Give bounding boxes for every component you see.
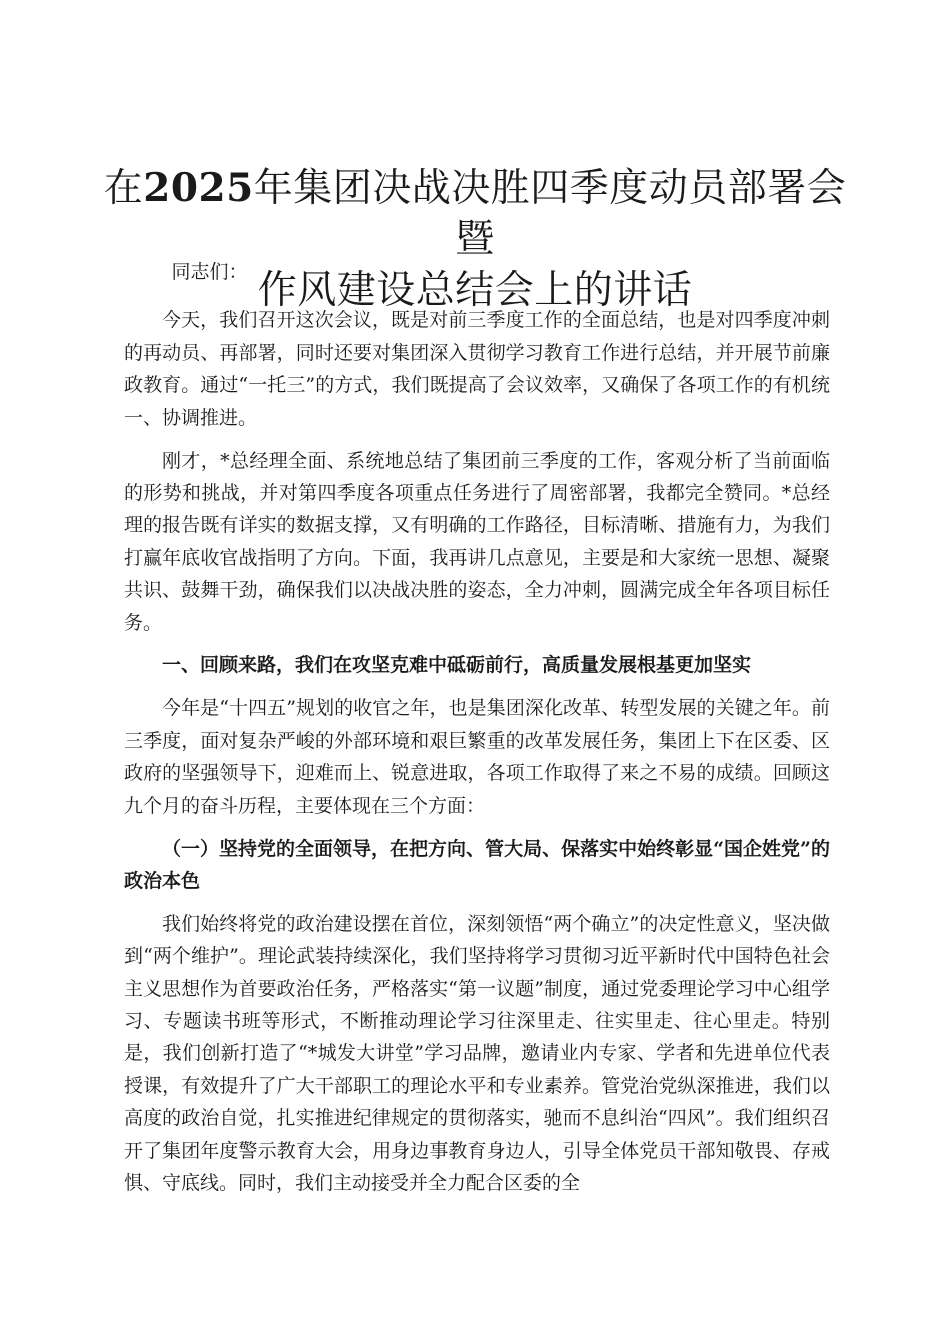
- title-year: 2025: [143, 165, 254, 211]
- title-prefix: 在: [103, 166, 144, 211]
- subsection-heading-1: （一）坚持党的全面领导，在把方向、管大局、保落实中始终彰显“国企姓党”的政治本色: [124, 837, 830, 892]
- paragraph-opening: 今天，我们召开这次会议，既是对前三季度工作的全面总结，也是对四季度冲刺的再动员、再部署，同时还要对集团深入贯彻学习教育工作进行总结，并开展节前廉政教育。通过“一托三”的方式，我们既提高了会议效率，又确保了各项工作的有机统一、协调推进。: [124, 309, 830, 429]
- salutation: 同志们：: [171, 261, 248, 283]
- title-line1-rest: 年集团决战决胜四季度动员部署会暨: [253, 166, 847, 262]
- paragraph-review: 今年是“十四五”规划的收官之年，也是集团深化改革、转型发展的关键之年。前三季度，面对复杂严峻的外部环境和艰巨繁重的改革发展任务，集团上下在区委、区政府的坚强领导下，迎难而上、锐意进取，各项工作取得了来之不易的成绩。回顾这九个月的奋斗历程，主要体现在三个方面：: [124, 697, 830, 817]
- paragraph-party-building: 我们始终将党的政治建设摆在首位，深刻领悟“两个确立”的决定性意义，坚决做到“两个维护”。理论武装持续深化，我们坚持将学习贯彻习近平新时代中国特色社会主义思想作为首要政治任务，严格落实“第一议题”制度，通过党委理论学习中心组学习、专题读书班等形式，不断推动理论学习往深里走、往实里走、往心里走。特别是，我们创新打造了“*城发大讲堂”学习品牌，邀请业内专家、学者和先进单位代表授课，有效提升了广大干部职工的理论水平和专业素养。管党治党纵深推进，我们以高度的政治自觉，扎实推进纪律规定的贯彻落实，驰而不息纠治“四风”。我们组织召开了集团年度警示教育大会，用身边事教育身边人，引导全体党员干部知敬畏、存戒惧、守底线。同时，我们主动接受并全力配合区委的全: [124, 912, 830, 1195]
- title-line2: 作风建设总结会上的讲话: [257, 268, 693, 313]
- paragraph-comments: 刚才，*总经理全面、系统地总结了集团前三季度的工作，客观分析了当前面临的形势和挑战，并对第四季度各项重点任务进行了周密部署，我都完全赞同。*总经理的报告既有详实的数据支撑，又有明确的工作路径，目标清晰、措施有力，为我们打赢年底收官战指明了方向。下面，我再讲几点意见，主要是和大家统一思想、凝聚共识、鼓舞干劲，确保我们以决战决胜的姿态，全力冲刺，圆满完成全年各项目标任务。: [124, 449, 830, 634]
- document-body: [124, 256, 830, 1210]
- section-heading-1: 一、回顾来路，我们在攻坚克难中砥砺前行，高质量发展根基更加坚实: [162, 654, 752, 677]
